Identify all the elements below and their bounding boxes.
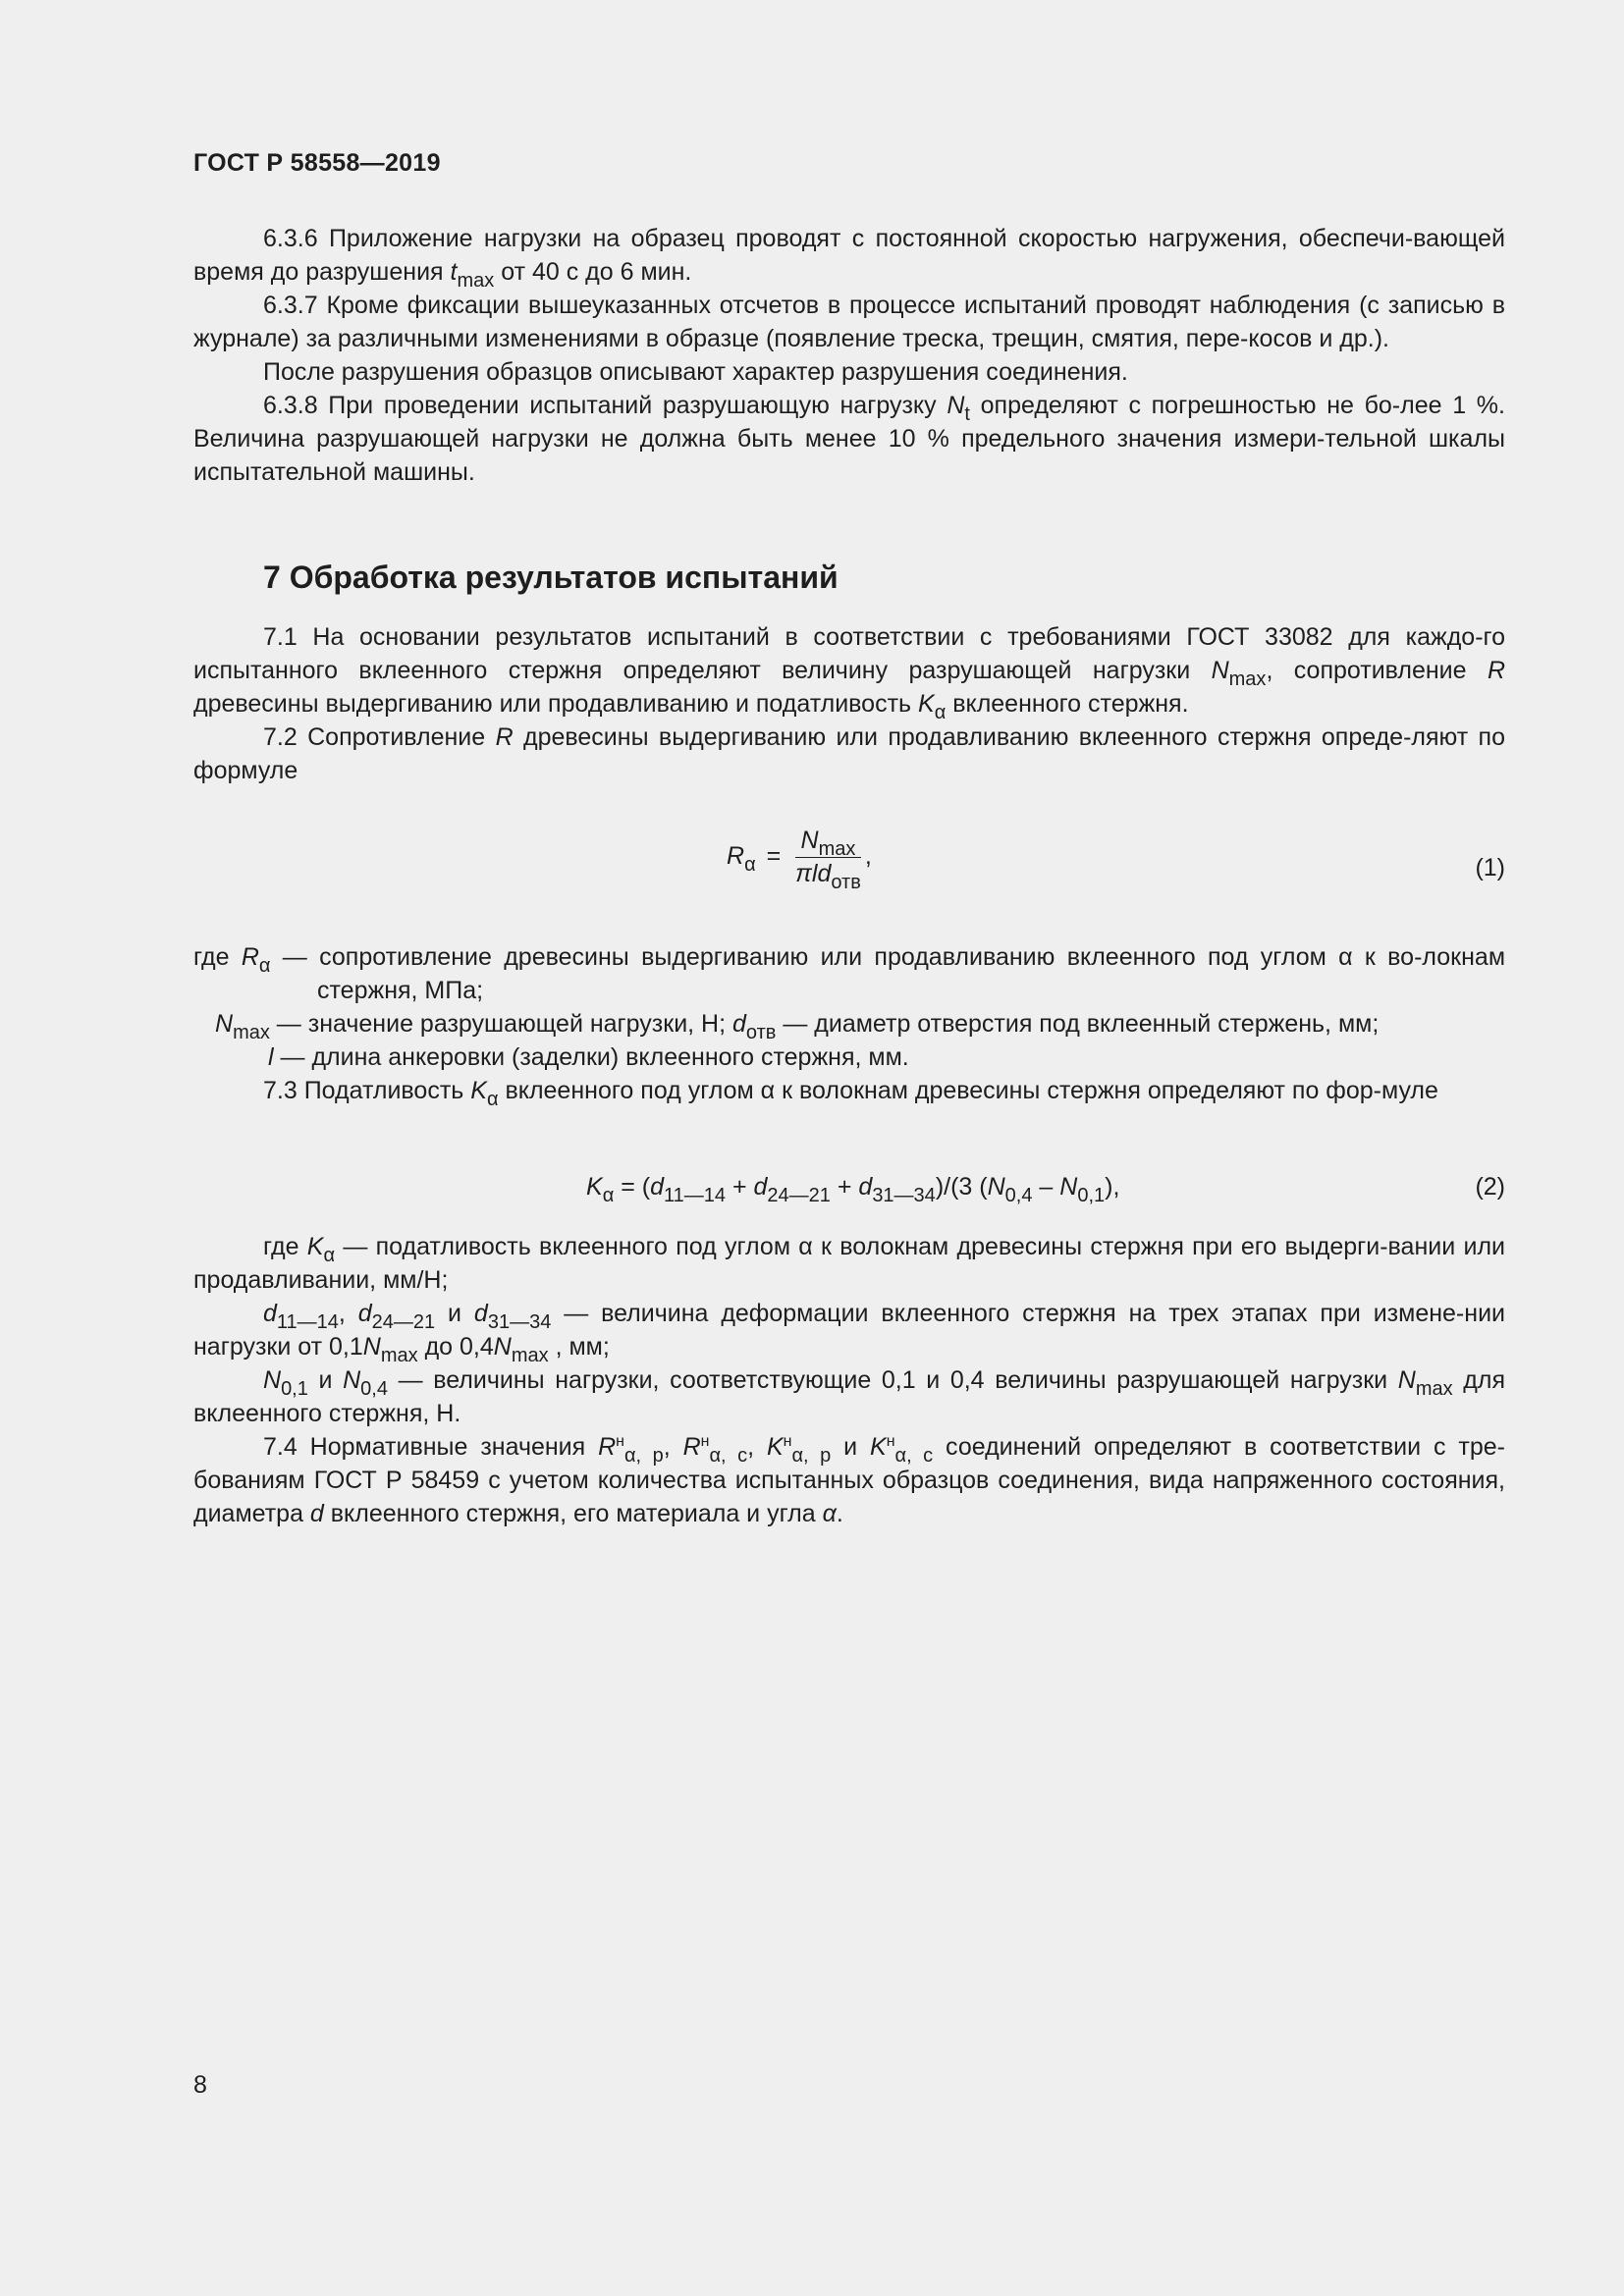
section-7-title: 7 Обработка результатов испытаний (263, 560, 839, 595)
definition-n-max: $N_{max}$ — значение разрушающей нагрузки, Н; $d_{отв}$ — диаметр отверстия под вклеенный стержень, мм; (215, 1010, 1380, 1043)
paragraph-7-2: 7.2 Сопротивление R древесины выдергиванию или продавливанию вклеенного стержня опреде-ляют по формуле (193, 723, 1505, 784)
page-number: 8 (193, 2071, 207, 2099)
paragraph-7-1: 7.1 На основании результатов испытаний в соответствии с требованиями ГОСТ 33082 для каждо-го испытанного вклеенного стержня определяют величину разрушающей нагрузки $N_{max}$, сопротивление R древесины выдергиванию или продавливанию и податливость $K_\alpha$ вклеенного стержня. (193, 623, 1506, 723)
formula-1-number: (1) (1475, 854, 1505, 881)
definition-d-deformation: $d_{11—14}$, $d_{24—21}$ и $d_{31—34}$ — величина деформации вклеенного стержня на трех этапах при измене-нии нагрузки от $0,1N_{max}$ до $0,4N_{max}$ , мм; (193, 1300, 1505, 1366)
document-header: ГОСТ Р 58558—2019 (193, 149, 441, 177)
formula-2-definitions (193, 1230, 1505, 1530)
paragraph-after-failure: После разрушения образцов описывают характер разрушения соединения. (263, 358, 1128, 386)
formula-1-expression: $R_\alpha$ = $\frac{N_{max}}{\pi ld_{отв}}$ , (727, 827, 872, 893)
section-6-paragraphs (193, 222, 1505, 489)
formula-2 (193, 1173, 1505, 1212)
section-7-paragraphs (193, 620, 1505, 787)
formula-1-definitions (193, 940, 1506, 1110)
paragraph-6-3-8: 6.3.8 При проведении испытаний разрушающую нагрузку $N_t$ определяют с погрешностью не бо-лее 1 %. Величина разрушающей нагрузки не должна быть менее 10 % предельного значения измери-тельной шкалы испытательной машины. (193, 392, 1505, 486)
paragraph-6-3-7: 6.3.7 Кроме фиксации вышеуказанных отсчетов в процессе испытаний проводят наблюдения (с записью в журнале) за различными изменениями в образце (появление треска, трещин, смятия, пере-косов и др.). (193, 292, 1505, 352)
formula-1 (193, 827, 1505, 905)
definition-k-alpha: где $K_\alpha$ — податливость вклеенного под углом α к волокнам древесины стержня при его выдерги-вании или продавливании, мм/Н; (193, 1233, 1506, 1294)
paragraph-7-3: 7.3 Податливость $K_\alpha$ вклеенного под углом α к волокнам древесины стержня определяют по фор-муле (263, 1077, 1438, 1110)
paragraph-7-4: 7.4 Нормативные значения $R^н_{\alpha, р}$, $R^н_{\alpha, c}$, $K^н_{\alpha, р}$ и $K^н_{\alpha, c}$ соединений определяют в соответствии с тре-бованиям ГОСТ Р 58459 с учетом количества испытанных образцов соединения, вида напряженного состояния, диаметра d вклеенного стержня, его материала и угла α. (193, 1433, 1505, 1527)
formula-2-number: (2) (1475, 1173, 1505, 1201)
formula-1-fraction: $\frac{N_{max}}{\pi ld_{отв}}$ (795, 827, 861, 893)
paragraph-6-3-6: 6.3.6 Приложение нагрузки на образец проводят с постоянной скоростью нагружения, обеспечи-вающей время до разрушения $t_{max}$ от 40 с до 6 мин. (193, 225, 1505, 292)
definition-r-alpha: где $R_\alpha$ — сопротивление древесины выдергиванию или продавливанию вклеенного под углом α к во-локнам стержня, МПа; (193, 943, 1506, 1004)
definition-n-loads: $N_{0,1}$ и $N_{0,4}$ — величины нагрузки, соответствующие 0,1 и 0,4 величины разрушающей нагрузки $N_{max}$ для вклеенного стержня, Н. (193, 1366, 1505, 1427)
definition-l: l — длина анкеровки (заделки) вклеенного стержня, мм. (268, 1043, 909, 1071)
formula-2-expression: $K_\alpha = (d_{11—14} + d_{24—21} + d_{31—34})/(3$ $(N_{0,4} - N_{0,1})$, (586, 1173, 1120, 1206)
